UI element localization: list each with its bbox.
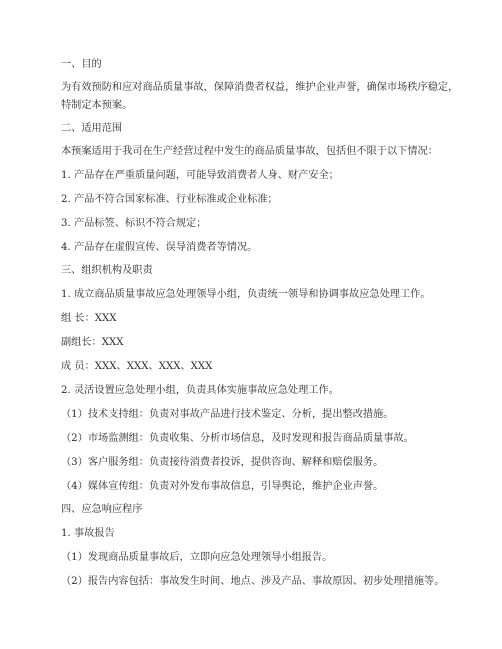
list-item-scope-2: 2. 产品不符合国家标准、行业标准或企业标准；: [61, 194, 278, 205]
subitem-report-1: （1）发现商品质量事故后，立即向应急处理领导小组报告。: [61, 552, 333, 563]
subitem-tech-support: （1）技术支持组：负责对事故产品进行技术鉴定、分析，提出整改措施。: [61, 409, 394, 420]
subitem-market-monitoring: （2）市场监测组：负责收集、分析市场信息，及时发现和报告商品质量事故。: [61, 433, 414, 444]
org-deputy-leader: 副组长：XXX: [61, 337, 124, 348]
list-item-org-1: 1. 成立商品质量事故应急处理领导小组，负责统一领导和协调事故应急处理工作。: [61, 289, 431, 300]
section-heading-purpose: 一、目的: [61, 59, 102, 70]
list-item-org-2: 2. 灵活设置应急处理小组，负责具体实施事故应急处理工作。: [61, 385, 339, 396]
subitem-customer-service: （3）客户服务组：负责接待消费者投诉，提供咨询、解释和赔偿服务。: [61, 457, 384, 468]
section-heading-response: 四、应急响应程序: [61, 504, 143, 515]
list-item-scope-3: 3. 产品标签、标识不符合规定；: [61, 218, 207, 229]
subitem-report-2: （2）报告内容包括：事故发生时间、地点、涉及产品、事故原因、初步处理措施等。: [61, 576, 445, 587]
org-members: 成 员：XXX、XXX、XXX、XXX: [61, 361, 213, 372]
subitem-media: （4）媒体宣传组：负责对外发布事故信息，引导舆论，维护企业声誉。: [61, 481, 384, 492]
list-item-scope-4: 4. 产品存在虚假宣传、误导消费者等情况。: [61, 242, 258, 253]
list-item-scope-1: 1. 产品存在严重质量问题，可能导致消费者人身、财产安全；: [61, 170, 339, 181]
section-heading-organization: 三、组织机构及职责: [61, 265, 153, 276]
paragraph-scope: 本预案适用于我司在生产经营过程中发生的商品质量事故，包括但不限于以下情况：: [61, 146, 438, 157]
paragraph-purpose: 为有效预防和应对商品质量事故，保障消费者权益，维护企业声誉，确保市场秩序稳定，特制定本预案。: [61, 82, 459, 111]
section-heading-scope: 二、适用范围: [61, 123, 123, 134]
list-item-response-1: 1. 事故报告: [61, 528, 115, 539]
org-leader: 组 长：XXX: [61, 313, 117, 324]
